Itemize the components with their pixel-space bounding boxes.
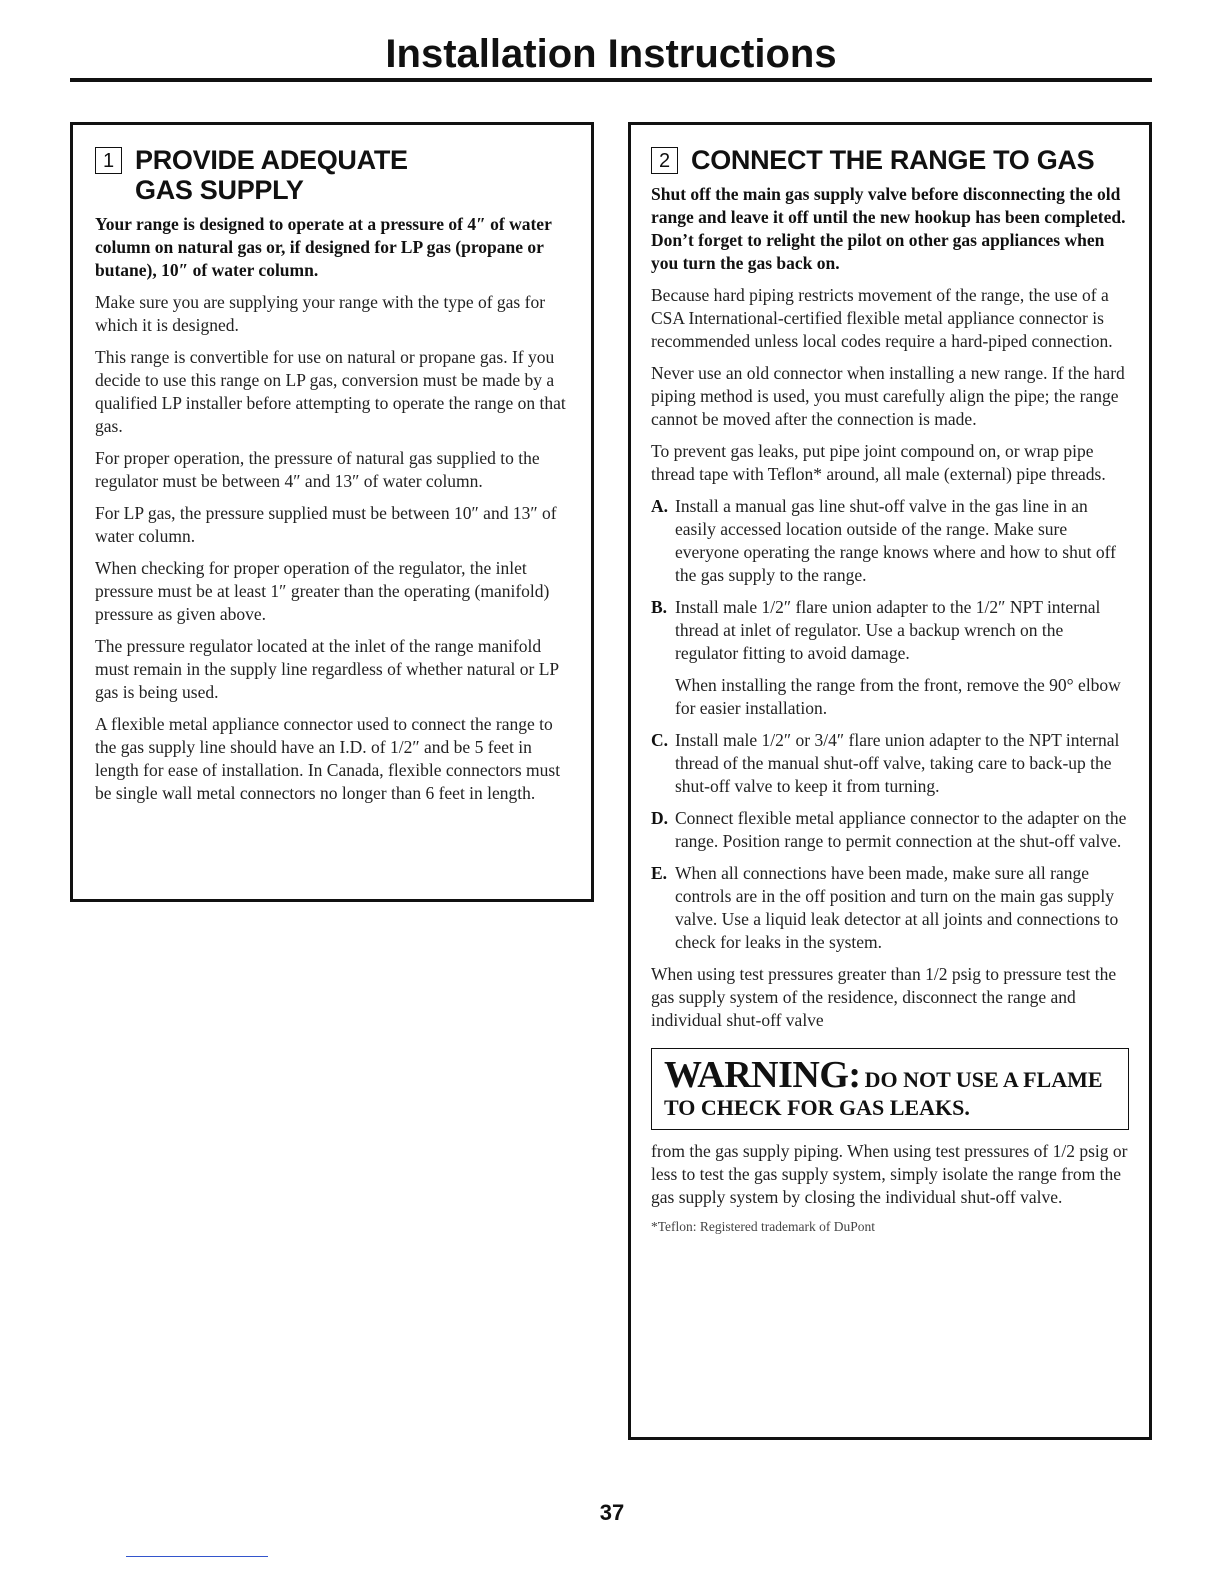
- step-text: Connect flexible metal appliance connector to the adapter on the range. Position range to permit connection at the shut-off valve.: [675, 808, 1127, 851]
- section-heading: [95, 145, 569, 205]
- section-connect-range-to-gas: [628, 122, 1152, 1440]
- paragraph: When checking for proper operation of the regulator, the inlet pressure must be at least 1″ greater than the operating (manifold) pressure as given above.: [95, 558, 550, 624]
- warning-box: [651, 1048, 1129, 1130]
- step-text: Install male 1/2″ or 3/4″ flare union adapter to the NPT internal thread of the manual shut-off valve, taking care to back-up the shut-off valve to keep it from turning.: [675, 730, 1120, 796]
- warning-label: WARNING:: [664, 1054, 861, 1096]
- step-item-c: [651, 729, 1129, 798]
- step-letter: C.: [651, 730, 669, 750]
- section-title-line2: GAS SUPPLY: [135, 175, 304, 205]
- step-letter: D.: [651, 808, 669, 828]
- paragraph: Because hard piping restricts movement of the range, the use of a CSA International-certified flexible metal appliance connector is recommended unless local codes require a hard-piped connection.: [651, 285, 1113, 351]
- section-intro: Your range is designed to operate at a pressure of 4″ of water column on natural gas or, if designed for LP gas (propane or butane), 10″ of water column.: [95, 214, 552, 280]
- step-text: Install a manual gas line shut-off valve in the gas line in an easily accessed location outside of the range. Make sure everyone operating the range knows where and how to shut off the gas supply to the range.: [675, 496, 1116, 585]
- section-intro: Shut off the main gas supply valve before disconnecting the old range and leave it off until the new hookup has been completed. Don’t forget to relight the pilot on other gas appliances when you turn the gas back on.: [651, 184, 1126, 273]
- step-text: Install male 1/2″ flare union adapter to the 1/2″ NPT internal thread at inlet of regulator. Use a backup wrench on the regulator fitting to avoid damage.: [675, 597, 1101, 663]
- footnote: *Teflon: Registered trademark of DuPont: [651, 1219, 875, 1234]
- section-provide-gas-supply: [70, 122, 594, 902]
- paragraph: For LP gas, the pressure supplied must be between 10″ and 13″ of water column.: [95, 503, 557, 546]
- paragraph: For proper operation, the pressure of natural gas supplied to the regulator must be between 4″ and 13″ of water column.: [95, 448, 540, 491]
- paragraph: Make sure you are supplying your range with the type of gas for which it is designed.: [95, 292, 546, 335]
- step-letter: B.: [651, 597, 668, 617]
- paragraph: Never use an old connector when installing a new range. If the hard piping method is used, you must carefully align the pipe; the range cannot be moved after the connection is made.: [651, 363, 1125, 429]
- step-text: When all connections have been made, make sure all range controls are in the off position and turn on the main gas supply valve. Use a liquid leak detector at all joints and connections to check for leaks in the system.: [675, 863, 1119, 952]
- step-number-badge: 2: [651, 147, 678, 174]
- step-item-d: [651, 807, 1129, 853]
- test-pressure-continuation: from the gas supply piping. When using test pressures of 1/2 psig or less to test the gas supply system, simply isolate the range from the gas supply system by closing the individual shut-off valve.: [651, 1141, 1128, 1207]
- section-title: CONNECT THE RANGE TO GAS: [691, 145, 1095, 175]
- paragraph: This range is convertible for use on natural or propane gas. If you decide to use this range on LP gas, conversion must be made by a qualified LP installer before attempting to operate the range on that gas.: [95, 347, 566, 436]
- step-number-badge: 1: [95, 147, 122, 174]
- section-title: [135, 145, 408, 205]
- step-item-b: [651, 596, 1129, 665]
- paragraph: The pressure regulator located at the inlet of the range manifold must remain in the supply line regardless of whether natural or LP gas is being used.: [95, 636, 559, 702]
- test-pressure-paragraph: When using test pressures greater than 1/2 psig to pressure test the gas supply system of the residence, disconnect the range and individual shut-off valve: [651, 964, 1117, 1030]
- step-letter: E.: [651, 863, 668, 883]
- section-heading: [651, 145, 1129, 175]
- page-number: 37: [599, 1500, 625, 1525]
- paragraph: To prevent gas leaks, put pipe joint compound on, or wrap pipe thread tape with Teflon* around, all male (external) pipe threads.: [651, 441, 1106, 484]
- title-rule: [70, 78, 1152, 82]
- section-title-line1: PROVIDE ADEQUATE: [135, 145, 408, 175]
- step-item-a: [651, 495, 1129, 587]
- warning-line1: DO NOT USE A FLAME: [864, 1067, 1103, 1092]
- warning-line2: TO CHECK FOR GAS LEAKS.: [664, 1095, 970, 1120]
- step-b-note: When installing the range from the front, remove the 90° elbow for easier installation.: [675, 675, 1121, 718]
- step-item-e: [651, 862, 1129, 954]
- page-title: Installation Instructions: [385, 32, 837, 76]
- step-letter: A.: [651, 496, 669, 516]
- bottom-link-underline: [126, 1556, 268, 1557]
- paragraph: A flexible metal appliance connector used to connect the range to the gas supply line should have an I.D. of 1/2″ and be 5 feet in length for ease of installation. In Canada, flexible connectors must be single wall metal connectors no longer than 6 feet in length.: [95, 714, 561, 803]
